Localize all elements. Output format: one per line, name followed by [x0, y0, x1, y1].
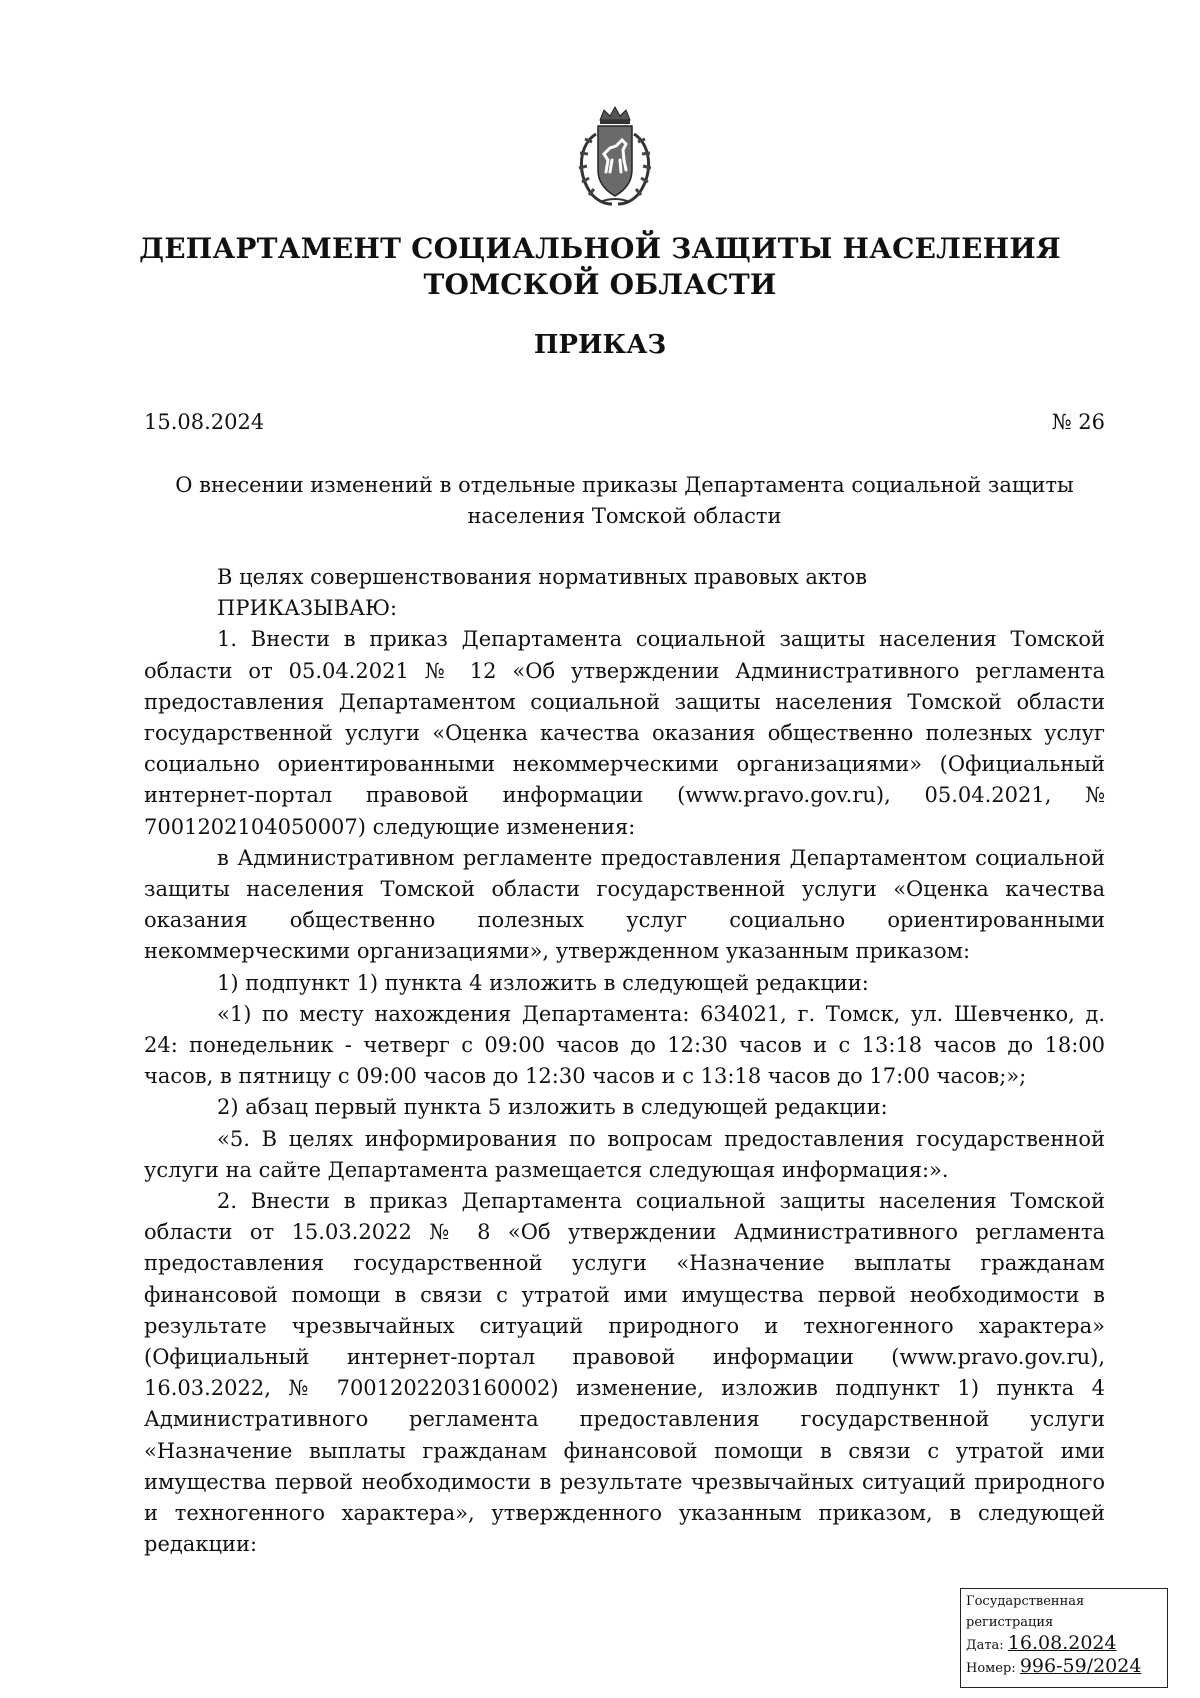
order-number: № 26 — [1051, 410, 1105, 434]
order-directive: ПРИКАЗЫВАЮ: — [217, 596, 398, 621]
stamp-number-label: Номер: — [966, 1661, 1016, 1676]
paragraph-subitem-1-text: «1) по месту нахождения Департамента: 634021, г. Томск, ул. Шевченко, д. 24: понедельник - четверг с 09:00 часов до 12:30 часов и с 13:18 часов до 18:00 часов, в пятницу с 09:00 часов до 12:30 часов и с 13:18 часов до 17:00 часов;»; — [144, 1001, 1105, 1089]
department-name-line1: ДЕПАРТАМЕНТ СОЦИАЛЬНОЙ ЗАЩИТЫ НАСЕЛЕНИЯ — [139, 232, 1061, 265]
order-body — [144, 562, 1105, 1561]
paragraph-subitem-2-text: «5. В целях информирования по вопросам предоставления государственной услуги на сайте Департамента размещается следующая информация:». — [144, 1126, 1105, 1182]
paragraph-subitem-2: 2) абзац первый пункта 5 изложить в следующей редакции: — [217, 1095, 888, 1120]
order-date: 15.08.2024 — [144, 410, 265, 434]
coat-of-arms-emblem — [566, 104, 664, 208]
order-subject — [144, 470, 1105, 532]
department-name-line2: ТОМСКОЙ ОБЛАСТИ — [423, 268, 777, 301]
stamp-title: Государственная регистрация — [966, 1594, 1085, 1630]
paragraph-item-2: 2. Внести в приказ Департамента социальной защиты населения Томской области от 15.03.2022 № 8 «Об утверждении Административного регламента предоставления государственной услуги «Назначение выплаты гражданам финансовой помощи в связи с утратой ими имущества первой необходимости в результате чрезвычайных ситуаций природного и техногенного характера» (Официальный интернет-портал правовой информации (www.pravo.gov.ru), 16.03.2022, № 7001202203160002) изменение, изложив подпункт 1) пункта 4 Административного регламента предоставления государственной услуги «Назначение выплаты гражданам финансовой помощи в связи с утратой ими имущества первой необходимости в результате чрезвычайных ситуаций природного и техногенного характера», утвержденного указанным приказом, в следующей редакции: — [144, 1189, 1105, 1557]
paragraph-regulation-changes: в Административном регламенте предоставления Департаментом социальной защиты населения Томской области государственной услуги «Оценка качества оказания общественно полезных услуг социально ориентированными некоммерческими организациями», утвержденном указанным приказом: — [144, 845, 1105, 964]
document-type-title: ПРИКАЗ — [533, 330, 667, 360]
subject-line2: населения Томской области — [467, 504, 782, 528]
stamp-date-label: Дата: — [966, 1638, 1004, 1653]
registration-stamp — [960, 1588, 1168, 1688]
paragraph-subitem-1: 1) подпункт 1) пункта 4 изложить в следующей редакции: — [217, 970, 869, 995]
paragraph-item-1: 1. Внести в приказ Департамента социальной защиты населения Томской области от 05.04.2021 № 12 «Об утверждении Административного регламента предоставления Департаментом социальной защиты населения Томской области государственной услуги «Оценка качества оказания общественно полезных услуг социально ориентированными некоммерческими организациями» (Официальный интернет-портал правовой информации (www.pravo.gov.ru), 05.04.2021, № 7001202104050007) следующие изменения: — [144, 627, 1105, 839]
stamp-date-value: 16.08.2024 — [1007, 1632, 1117, 1654]
stamp-number-value: 996-59/2024 — [1019, 1655, 1142, 1677]
preamble-paragraph: В целях совершенствования нормативных правовых актов — [217, 565, 868, 589]
subject-line1: О внесении изменений в отдельные приказы Департамента социальной защиты — [175, 473, 1074, 497]
